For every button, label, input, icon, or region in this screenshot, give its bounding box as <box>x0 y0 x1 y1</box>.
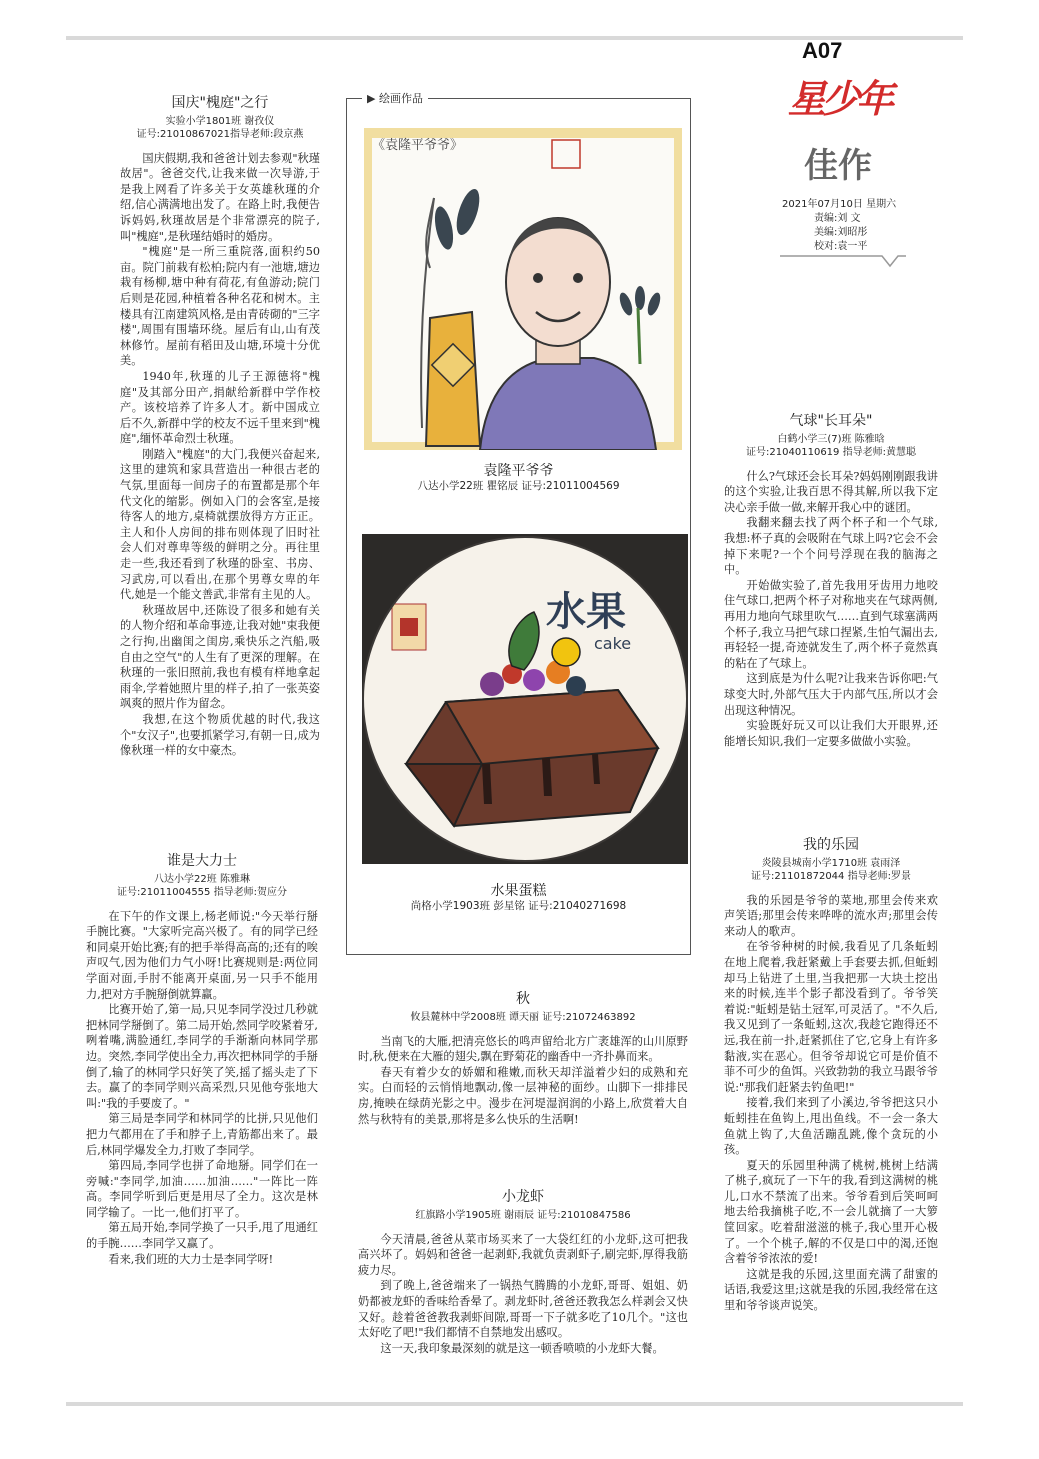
article-title: 国庆"槐庭"之行 <box>171 95 269 111</box>
paragraph: 秋瑾故居中,还陈设了很多和她有关的人物介绍和革命事迹,让我对她"束我便之行拘,出幽闺之闺房,乘快乐之汽船,吸自由之空气"的人生有了更深的理解。在秋瑾的一张旧照前,我也有模有样地拿起雨伞,学着她照片里的样子,拍了一张英姿飒爽的照片作为留念。 <box>120 603 320 711</box>
bottom-rule <box>66 1402 963 1406</box>
masthead-logo: 星少年 <box>788 77 891 121</box>
masthead <box>778 38 908 268</box>
paragraph: 比赛开始了,第一局,只见李同学没过几秒就把林同学掰倒了。第二局开始,然同学咬紧着牙,咧着嘴,满脸通红,李同学的手渐渐向林同学那边。突然,李同学使出全力,再次把林同学的手掰倒了,输了的林同学只好笑了笑,摇了摇头走了下去。赢了的李同学则兴高采烈,只见他夸张地大叫:"我的手要废了。" <box>86 1003 318 1110</box>
article-cert: 证号:21040110619 指导老师:黄慧聪 <box>746 446 916 458</box>
paragraph: 第三局是李同学和林同学的比拼,只见他们把力气都用在了手和脖子上,青筋都出来了。最后,林同学爆发全力,打败了李同学。 <box>86 1112 318 1157</box>
paragraph: 我的乐园是爷爷的菜地,那里会传来欢声笑语;那里会传来哗哗的流水声;那里会传来动人的歌声。 <box>724 893 938 938</box>
paragraph: 第四局,李同学也拼了命地掰。同学们在一旁喊:"李同学,加油……加油……"一阵比一阵高。李同学听到后更是用尽了全力。这次是林同学输了。一比一,他们打平了。 <box>86 1159 318 1219</box>
painting-byline: 八达小学22班 瞿铭辰 证号:21011004569 <box>417 480 620 492</box>
paragraph: "槐庭"是一所三重院落,面积约50亩。院门前栽有松柏;院内有一池塘,塘边栽有杨柳,塘中种有荷花,有鱼游动;院门后则是花园,种植着各种名花和树木。主楼具有江南建筑风格,是由青砖砌的"三字楼",周围有围墙环绕。屋后有山,山有茂林修竹。屋前有稻田及山塘,环境十分优美。 <box>120 245 320 368</box>
play-icon: ▶ <box>367 92 376 105</box>
article-xiaolongxia <box>358 1190 688 1356</box>
masthead-date: 2021年07月10日 星期六 <box>782 199 897 210</box>
painting-inscription-en: cake <box>594 634 632 653</box>
article-guoqing <box>120 96 320 759</box>
painting-yuan-longping <box>364 128 682 450</box>
paragraph: 当南飞的大雁,把清亮悠长的鸣声留给北方广袤雄浑的山川原野时,秋,便来在大雁的翅尖,飘在野菊花的幽香中一齐扑鼻而来。 <box>358 1034 688 1064</box>
paragraph: 接着,我们来到了小溪边,爷爷把这只小蚯蚓挂在鱼钩上,甩出鱼线。不一会一条大鱼就上钩了,大鱼活蹦乱跳,像个贪玩的小孩。 <box>724 1096 938 1157</box>
paragraph: 这就是我的乐园,这里面充满了甜蜜的话语,我爱这里;这就是我的乐园,我经常在这里和爷爷谈声说笑。 <box>724 1267 938 1313</box>
paragraph: 我翻来翻去找了两个杯子和一个气球,我想:杯子真的会吸附在气球上吗?它会不会掉下来呢?一个个问号浮现在我的脑海之中。 <box>724 516 938 577</box>
paragraph: 1940年,秋瑾的儿子王源德将"槐庭"及其部分田产,捐献给新群中学作校产。该校培养了许多人才。新中国成立后不久,新群中学的校友不远千里来到"槐庭",缅怀革命烈士秋瑾。 <box>120 369 320 446</box>
article-school: 实验小学1801班 谢孜仪 <box>165 115 275 127</box>
article-qiu <box>358 992 688 1127</box>
article-title: 谁是大力士 <box>167 853 237 869</box>
paragraph: 在下午的作文课上,杨老师说:"今天举行掰手腕比赛。"大家听完高兴极了。有的同学已经和同桌开始比赛;有的把手举得高高的;还有的唉声叹气,因为他们力气小呀!比赛规则是:两位同学面对面,手肘不能离开桌面,另一只手不能用力,把对方手腕掰倒就算赢。 <box>86 909 318 1001</box>
masthead-designer: 美编:刘昭彤 <box>814 227 868 238</box>
paragraph: 夏天的乐园里种满了桃树,桃树上结满了桃子,疯玩了一下午的我,看到这满树的桃儿,口水不禁流了出来。爷爷看到后笑呵呵地去给我摘桃子吃,不一会儿就摘了一大箩筐回家。吃着甜滋滋的桃子,我心里开心极了。一个个桃子,解的不仅是口中的渴,还饱含着爷爷浓浓的爱! <box>724 1158 938 1266</box>
paragraph: 什么?气球还会长耳朵?妈妈刚刚跟我讲的这个实验,让我百思不得其解,所以我下定决心亲手做一做,来解开我心中的谜团。 <box>724 469 938 514</box>
paragraph: 国庆假期,我和爸爸计划去参观"秋瑾故居"。爸爸交代,让我来做一次导游,于是我上网看了许多关于女英雄秋瑾的介绍,信心满满地出发了。在路上时,我便告诉妈妈,秋瑾故居是个非常漂亮的院子,叫"槐庭",是秋瑾结婚时的婚房。 <box>120 151 320 243</box>
article-school: 红旗路小学1905班 谢雨辰 证号:21010847586 <box>415 1209 631 1221</box>
paragraph: 刚踏入"槐庭"的大门,我便兴奋起来,这里的建筑和家具营造出一种很古老的气氛,里面每一间房子的布置都是那个年代文化的缩影。例如入门的会客室,是接待客人的地方,桌椅就摆放得方方正正。主人和仆人房间的排布则体现了旧时社会人们对尊卑等级的鲜明之分。再往里走一些,我还看到了秋瑾的卧室、书房、习武房,可以看出,在那个男尊女卑的年代,她是一个能文善武,非常有主见的人。 <box>120 447 320 602</box>
paragraph: 在爷爷种树的时候,我看见了几条蚯蚓在地上爬着,我赶紧戴上手套要去抓,但蚯蚓却马上钻进了土里,当我把那一大块土挖出来的时候,连半个影子都没看到了。爷爷笑着说:"蚯蚓是钻土冠军,可灵活了。"不久后,我又见到了一条蚯蚓,这次,我趁它跑得还不远,我在前一扑,赶紧抓住了它,它身上有许多黏液,实在恶心。但爷爷却说它可是价值不菲不可少的鱼饵。兴致勃勃的我立马跟爷爷说:"那我们赶紧去钓鱼吧!" <box>724 940 938 1094</box>
article-leyuan <box>724 838 938 1314</box>
article-cert: 证号:21010867021指导老师:段京燕 <box>136 128 304 140</box>
art-section-label: ▶ 绘画作品 <box>362 90 428 106</box>
paragraph: 春天有着少女的娇媚和稚嫩,而秋天却洋溢着少妇的成熟和充实。白而轻的云悄悄地飘动,像一层神秘的面纱。山脚下一排排民房,掩映在绿荫光影之中。漫步在河堤湿润润的小路上,欣赏着大自然与秋特有的美景,那将是多么快乐的生活啊! <box>358 1065 688 1126</box>
article-school: 炎陵县城南小学1710班 袁雨泽 <box>761 857 901 869</box>
masthead-proof: 校对:袁一平 <box>814 241 868 252</box>
article-school: 八达小学22班 陈雅琳 <box>154 873 250 885</box>
article-school: 白鹤小学三(7)班 陈雅晗 <box>777 433 885 445</box>
paragraph: 我想,在这个物质优越的时代,我这个"女汉子",也要抓紧学习,有朝一日,成为像秋瑾一样的女中豪杰。 <box>120 712 320 758</box>
paragraph: 实验既好玩又可以让我们大开眼界,还能增长知识,我们一定要多做做小实验。 <box>724 719 938 748</box>
article-dalishi <box>86 854 318 1267</box>
article-cert: 证号:21011004555 指导老师:贺应分 <box>117 886 287 898</box>
article-title: 秋 <box>516 991 530 1007</box>
painting-inscription: 《袁隆平爷爷》 <box>372 138 464 153</box>
paragraph: 这到底是为什么呢?让我来告诉你吧:气球变大时,外部气压大于内部气压,所以才会出现这种情况。 <box>724 672 938 717</box>
paragraph: 第五局开始,李同学换了一只手,甩了甩通红的手腕……李同学又赢了。 <box>86 1221 318 1251</box>
masthead-editor: 责编:刘 文 <box>814 213 861 224</box>
painting-title: 水果蛋糕 <box>490 883 547 899</box>
section-title: 佳作 <box>804 146 872 186</box>
paragraph: 看来,我们班的大力士是李同学呀! <box>108 1252 274 1266</box>
painting-fruit-cake <box>362 534 688 864</box>
masthead-divider-icon <box>778 254 908 270</box>
painting-title: 袁隆平爷爷 <box>483 463 554 479</box>
article-school: 攸县麓林中学2008班 谭天丽 证号:21072463892 <box>410 1011 636 1023</box>
paragraph: 开始做实验了,首先我用牙齿用力地咬住气球口,把两个杯子对称地夹在气球两侧,再用力地向气球里吹气……直到气球塞满两个杯子,我立马把气球口捏紧,生怕气漏出去,再轻轻一提,奇迹就发生了,两个杯子竟然真的粘在了气球上。 <box>724 578 938 670</box>
paragraph: 今天清晨,爸爸从菜市场买来了一大袋红红的小龙虾,这可把我高兴坏了。妈妈和爸爸一起剥虾,我就负责剥虾子,刷完虾,厚得我筋疲力尽。 <box>358 1232 688 1277</box>
page-number: A07 <box>802 38 843 63</box>
painting-inscription: 水果 <box>546 589 626 635</box>
paragraph: 到了晚上,爸爸端来了一锅热气腾腾的小龙虾,哥哥、姐姐、奶奶都被龙虾的香味给香晕了。剥龙虾时,爸爸还教我怎么样剥会又快又好。趁着爸爸教我剥虾间隙,哥哥一下子就多吃了10几个。"这也太好吃了吧!"我们都情不自禁地发出感叹。 <box>358 1279 688 1340</box>
article-qiqiu <box>724 414 938 749</box>
article-title: 小龙虾 <box>502 1189 544 1205</box>
paragraph: 这一天,我印象最深刻的就是这一顿香喷喷的小龙虾大餐。 <box>380 1341 664 1355</box>
article-cert: 证号:21101872044 指导老师:罗景 <box>751 870 911 882</box>
painting-byline: 尚格小学1903班 彭星铭 证号:21040271698 <box>410 900 627 912</box>
article-title: 我的乐园 <box>803 837 859 853</box>
article-title: 气球"长耳朵" <box>789 413 873 429</box>
